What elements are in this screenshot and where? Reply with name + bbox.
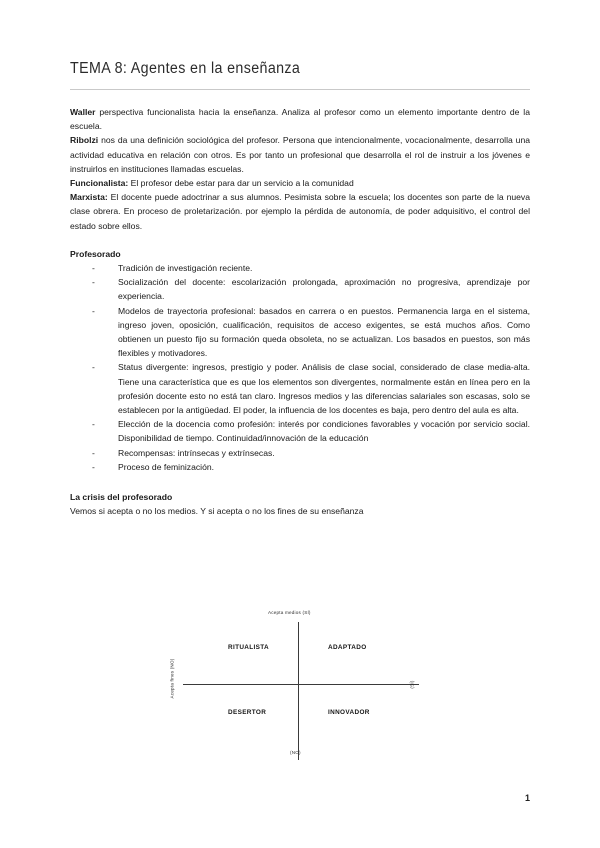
paragraph-lead: Ribolzi (70, 135, 99, 146)
bullet-marker: - (92, 305, 95, 316)
list-item (70, 275, 530, 303)
axis-label-bottom: (NO) (290, 750, 301, 755)
paragraph-text: El docente puede adoctrinar a sus alumnos. Pesimista sobre la escuela; los docentes son parte de la nueva clase obrera. En proceso de proletarización. por ejemplo la pérdida de autonomía, de poder adquisitivo, el control del estado sobre ellos. (70, 192, 530, 231)
axis-label-top: Acepta medios (SÍ) (268, 610, 311, 615)
paragraph-lead: Funcionalista: (70, 178, 129, 189)
list-item (70, 446, 530, 460)
quadrant-label-desertor: DESERTOR (228, 709, 267, 716)
paragraph-text: El profesor debe estar para dar un servicio a la comunidad (128, 178, 354, 189)
axis-label-right: (SÍ) (409, 680, 415, 689)
paragraph-text: nos da una definición sociológica del profesor. Persona que intencionalmente, vocacionalmente, desarrolla una actividad educativa en relación con otros. Es por tanto un profesional que desarrolla el rol de instruir a los jóvenes e instruirlos en instituciones llamadas escuelas. (70, 135, 530, 174)
quadrant-label-adaptado: ADAPTADO (328, 644, 367, 651)
list-item (70, 261, 530, 275)
list-item (70, 460, 530, 474)
list-item-text: Recompensas: intrínsecas y extrínsecas. (118, 447, 275, 458)
list-item-text: Elección de la docencia como profesión: interés por condiciones favorables y vocación por servicio social. Disponibilidad de tiempo. Continuidad/innovación de la educación (118, 419, 530, 444)
document-content (70, 60, 530, 518)
list-item (70, 360, 530, 417)
paragraph-marxista (70, 190, 530, 233)
profesorado-list (70, 261, 530, 474)
bullet-marker: - (92, 419, 95, 430)
list-item-text: Modelos de trayectoria profesional: basados en carrera o en puestos. Permanencia larga en el sistema, ingreso joven, oposición, cualificación, requisitos de acceso exigentes, se está muchos años. Como obtienen un puesto fijo su formación queda obsoleta, no se actualizan. Los basados en puestos, son más flexibles y motivadores. (118, 305, 530, 359)
bullet-marker: - (92, 263, 95, 274)
bullet-marker: - (92, 362, 95, 373)
list-item-text: Socialización del docente: escolarización prolongada, aproximación no progresiva, aprendizaje por experiencia. (118, 277, 530, 302)
page-number: 1 (524, 793, 530, 803)
section-heading-profesorado: Profesorado (70, 248, 121, 259)
quadrant-label-ritualista: RITUALISTA (228, 644, 270, 651)
axis-label-left: Acepta fines (NO) (169, 658, 175, 699)
paragraph-funcionalista (70, 176, 530, 190)
list-item (70, 417, 530, 445)
quadrant-diagram (169, 604, 440, 769)
list-item-text: Tradición de investigación reciente. (118, 263, 253, 274)
diagram-horizontal-axis (183, 684, 419, 685)
paragraph-lead: Waller (70, 107, 96, 117)
page-title-main: Agentes en la enseñanza (130, 60, 301, 77)
list-item-text: Status divergente: ingresos, prestigio y poder. Análisis de clase social, considerado de clase media-alta. Tiene una característica que es que los elementos son divergentes, normalmente están en línea pero en la profesión docente esto no está tan claro. Ingresos medios y las diferencias salariales son escasas, solo se establecen por la antigüedad. El poder, la influencia de los docentes es baja, pero dentro del aula es alta. (118, 362, 530, 416)
paragraph-ribolzi (70, 133, 530, 176)
bullet-marker: - (92, 461, 95, 472)
title-divider (70, 89, 530, 90)
intro-paragraphs (70, 105, 530, 233)
list-item-text: Proceso de feminización. (118, 461, 215, 472)
list-item (70, 304, 530, 361)
bullet-marker: - (92, 277, 95, 288)
diagram-vertical-axis (298, 622, 299, 760)
paragraph-text: perspectiva funcionalista hacia la enseñanza. Analiza al profesor como un elemento importante dentro de la escuela. (70, 107, 530, 132)
page-title (70, 60, 493, 79)
paragraph-lead: Marxista: (70, 192, 108, 203)
quadrant-label-innovador: INNOVADOR (328, 709, 370, 716)
crisis-description: Vemos si acepta o no los medios. Y si acepta o no los fines de su enseñanza (70, 506, 364, 517)
paragraph-waller (70, 105, 530, 133)
section-heading-crisis: La crisis del profesorado (70, 492, 173, 503)
page-title-prefix: TEMA 8: (70, 60, 128, 77)
bullet-marker: - (92, 447, 95, 458)
